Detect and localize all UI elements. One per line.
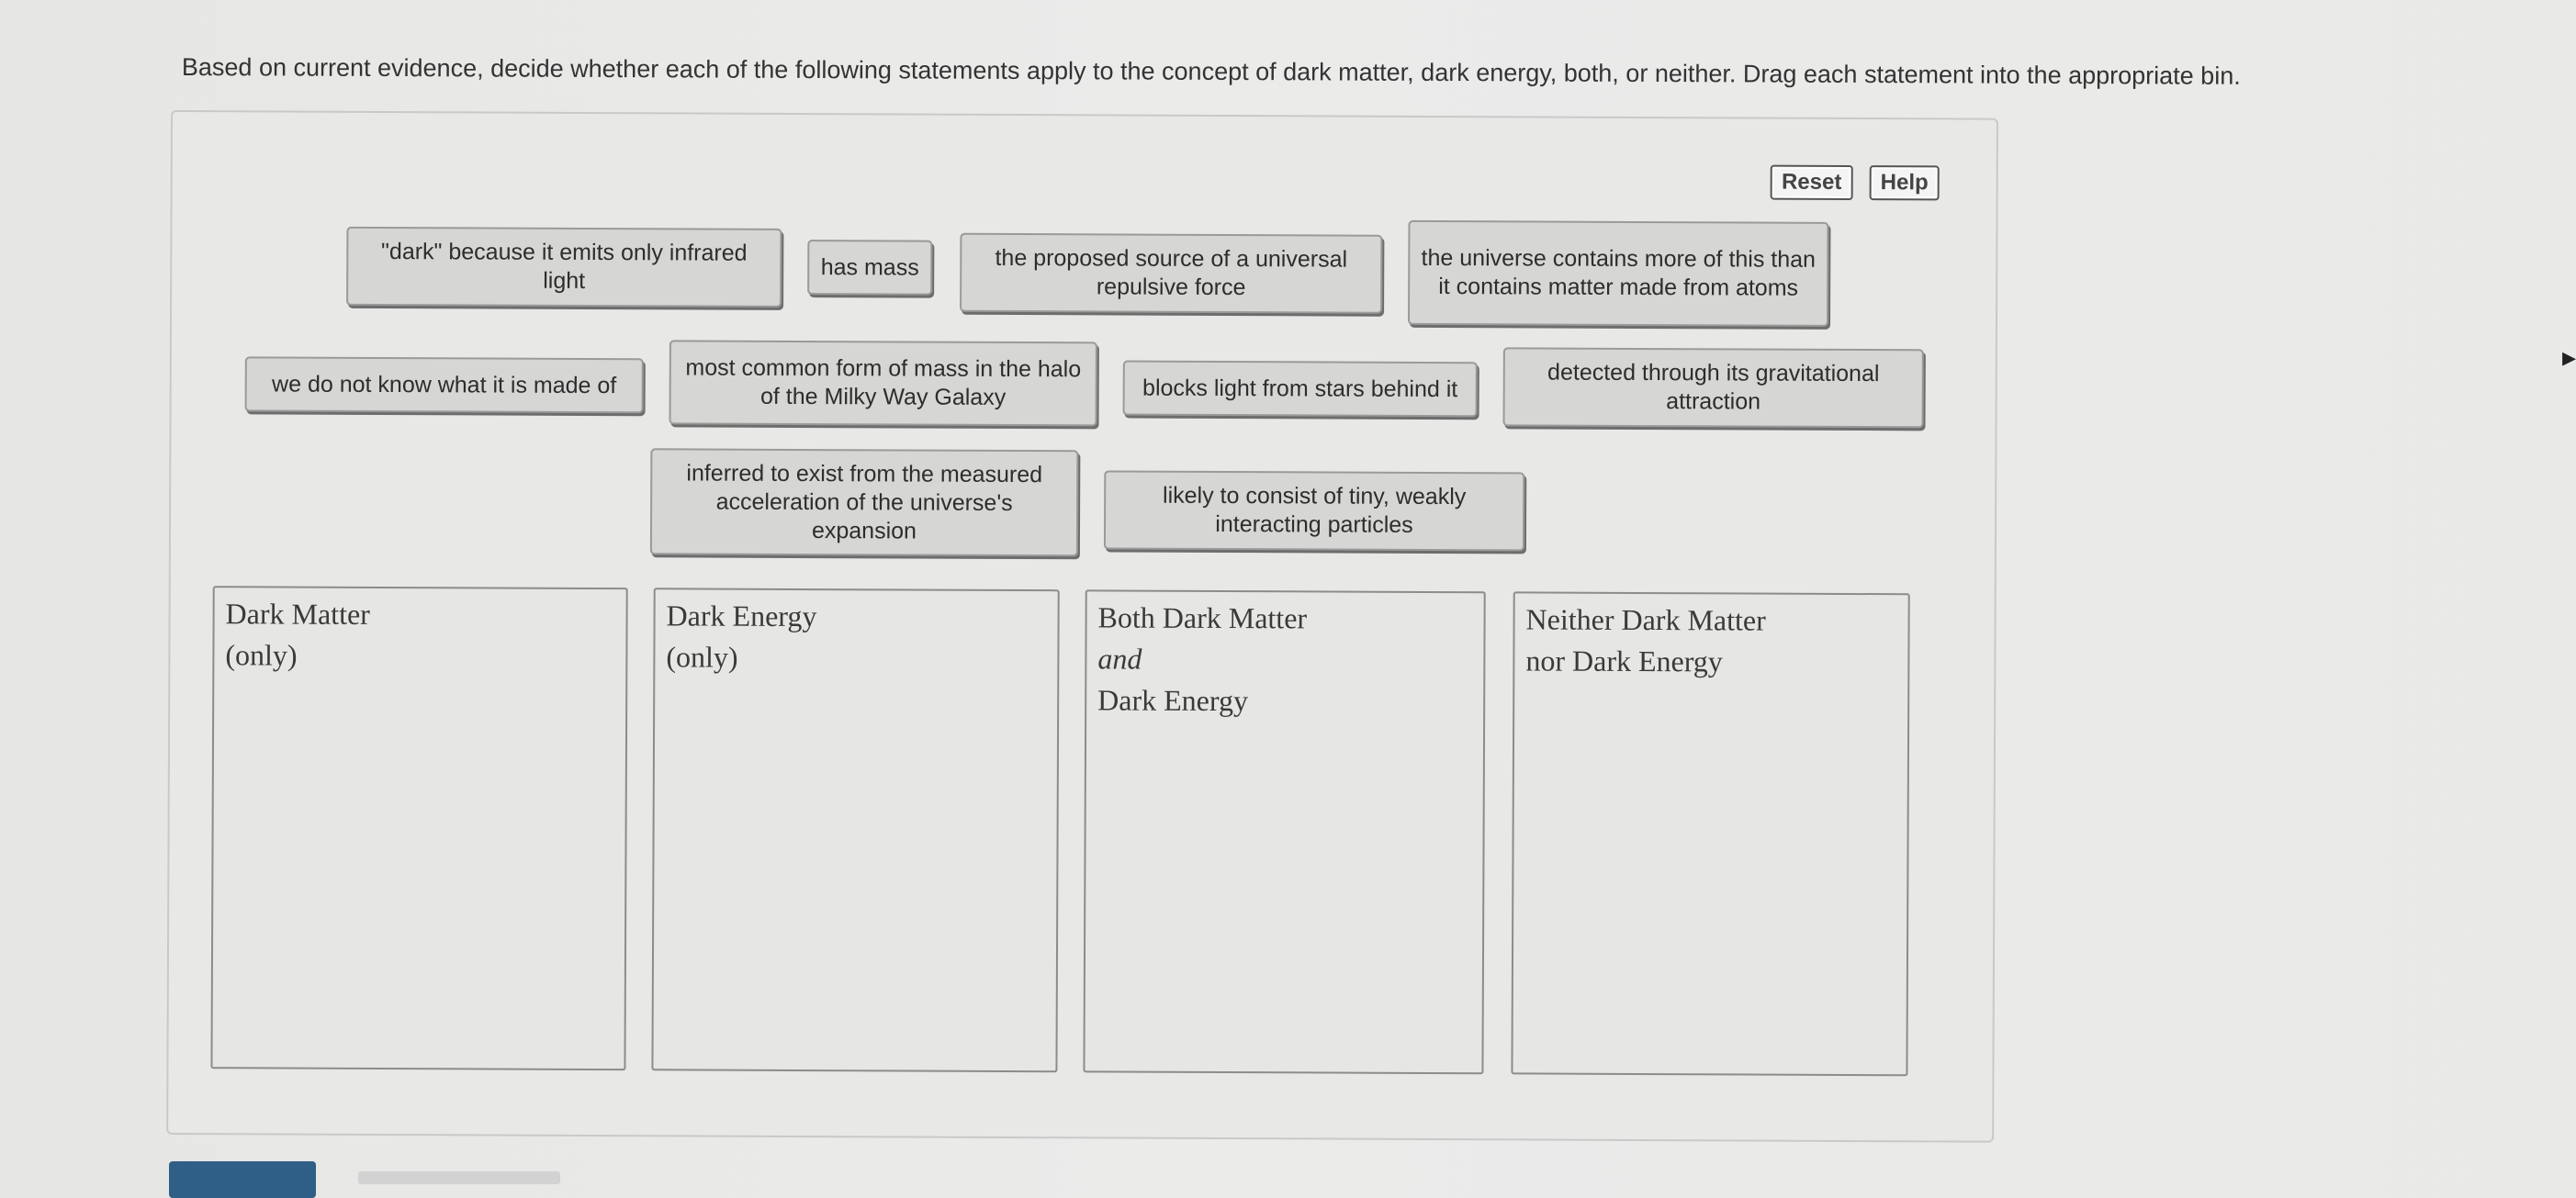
statement-chip-accelerating-expansion[interactable]: inferred to exist from the measured acceleration of the universe's expansion (650, 448, 1079, 556)
submit-button[interactable] (169, 1161, 316, 1198)
bin-label-line2: (only) (666, 640, 738, 674)
bin-label-line2: nor Dark Energy (1525, 644, 1723, 678)
statement-chip-repulsive-force[interactable]: the proposed source of a universal repulsive force (960, 233, 1382, 314)
statement-chip-gravitational-attraction[interactable]: detected through its gravitational attraction (1503, 347, 1924, 428)
bin-label-line1: Dark Energy (666, 599, 817, 633)
cursor-icon: ▸ (2562, 342, 2576, 373)
statement-chip-blocks-light[interactable]: blocks light from stars behind it (1123, 361, 1478, 418)
bin-label-line1: Both Dark Matter (1097, 600, 1308, 635)
statement-chip-has-mass[interactable]: has mass (807, 240, 932, 296)
drag-drop-panel (166, 110, 1998, 1143)
help-button[interactable]: Help (1870, 165, 1940, 200)
statement-chip-milky-way-halo[interactable]: most common form of mass in the halo of the Milky Way Galaxy (669, 340, 1097, 426)
statement-chip-unknown-composition[interactable]: we do not know what it is made of (245, 356, 644, 413)
bin-dark-energy-only[interactable] (651, 588, 1059, 1072)
bin-both[interactable] (1083, 589, 1485, 1074)
instruction-text: Based on current evidence, decide whether each of the following statements apply to the concept of dark matter, dark energy, both, or neither. Drag each statement into the appropriate bin. (181, 52, 2241, 90)
bin-label-line2: and (1097, 642, 1142, 676)
statement-chip-more-than-atoms[interactable]: the universe contains more of this than it contains matter made from atoms (1408, 220, 1828, 327)
request-answer-link[interactable] (358, 1171, 560, 1184)
bin-label-line1: Dark Matter (225, 597, 370, 631)
bin-label-line1: Neither Dark Matter (1525, 602, 1766, 637)
bin-label-line2: (only) (225, 638, 298, 672)
reset-button[interactable]: Reset (1771, 165, 1853, 200)
bin-neither[interactable] (1511, 591, 1909, 1076)
statement-chip-infrared[interactable]: "dark" because it emits only infrared light (346, 227, 782, 308)
statement-chip-weakly-interacting-particles[interactable]: likely to consist of tiny, weakly interacting particles (1104, 470, 1524, 551)
bin-dark-matter-only[interactable] (210, 586, 627, 1070)
bin-label-line3: Dark Energy (1097, 683, 1249, 718)
